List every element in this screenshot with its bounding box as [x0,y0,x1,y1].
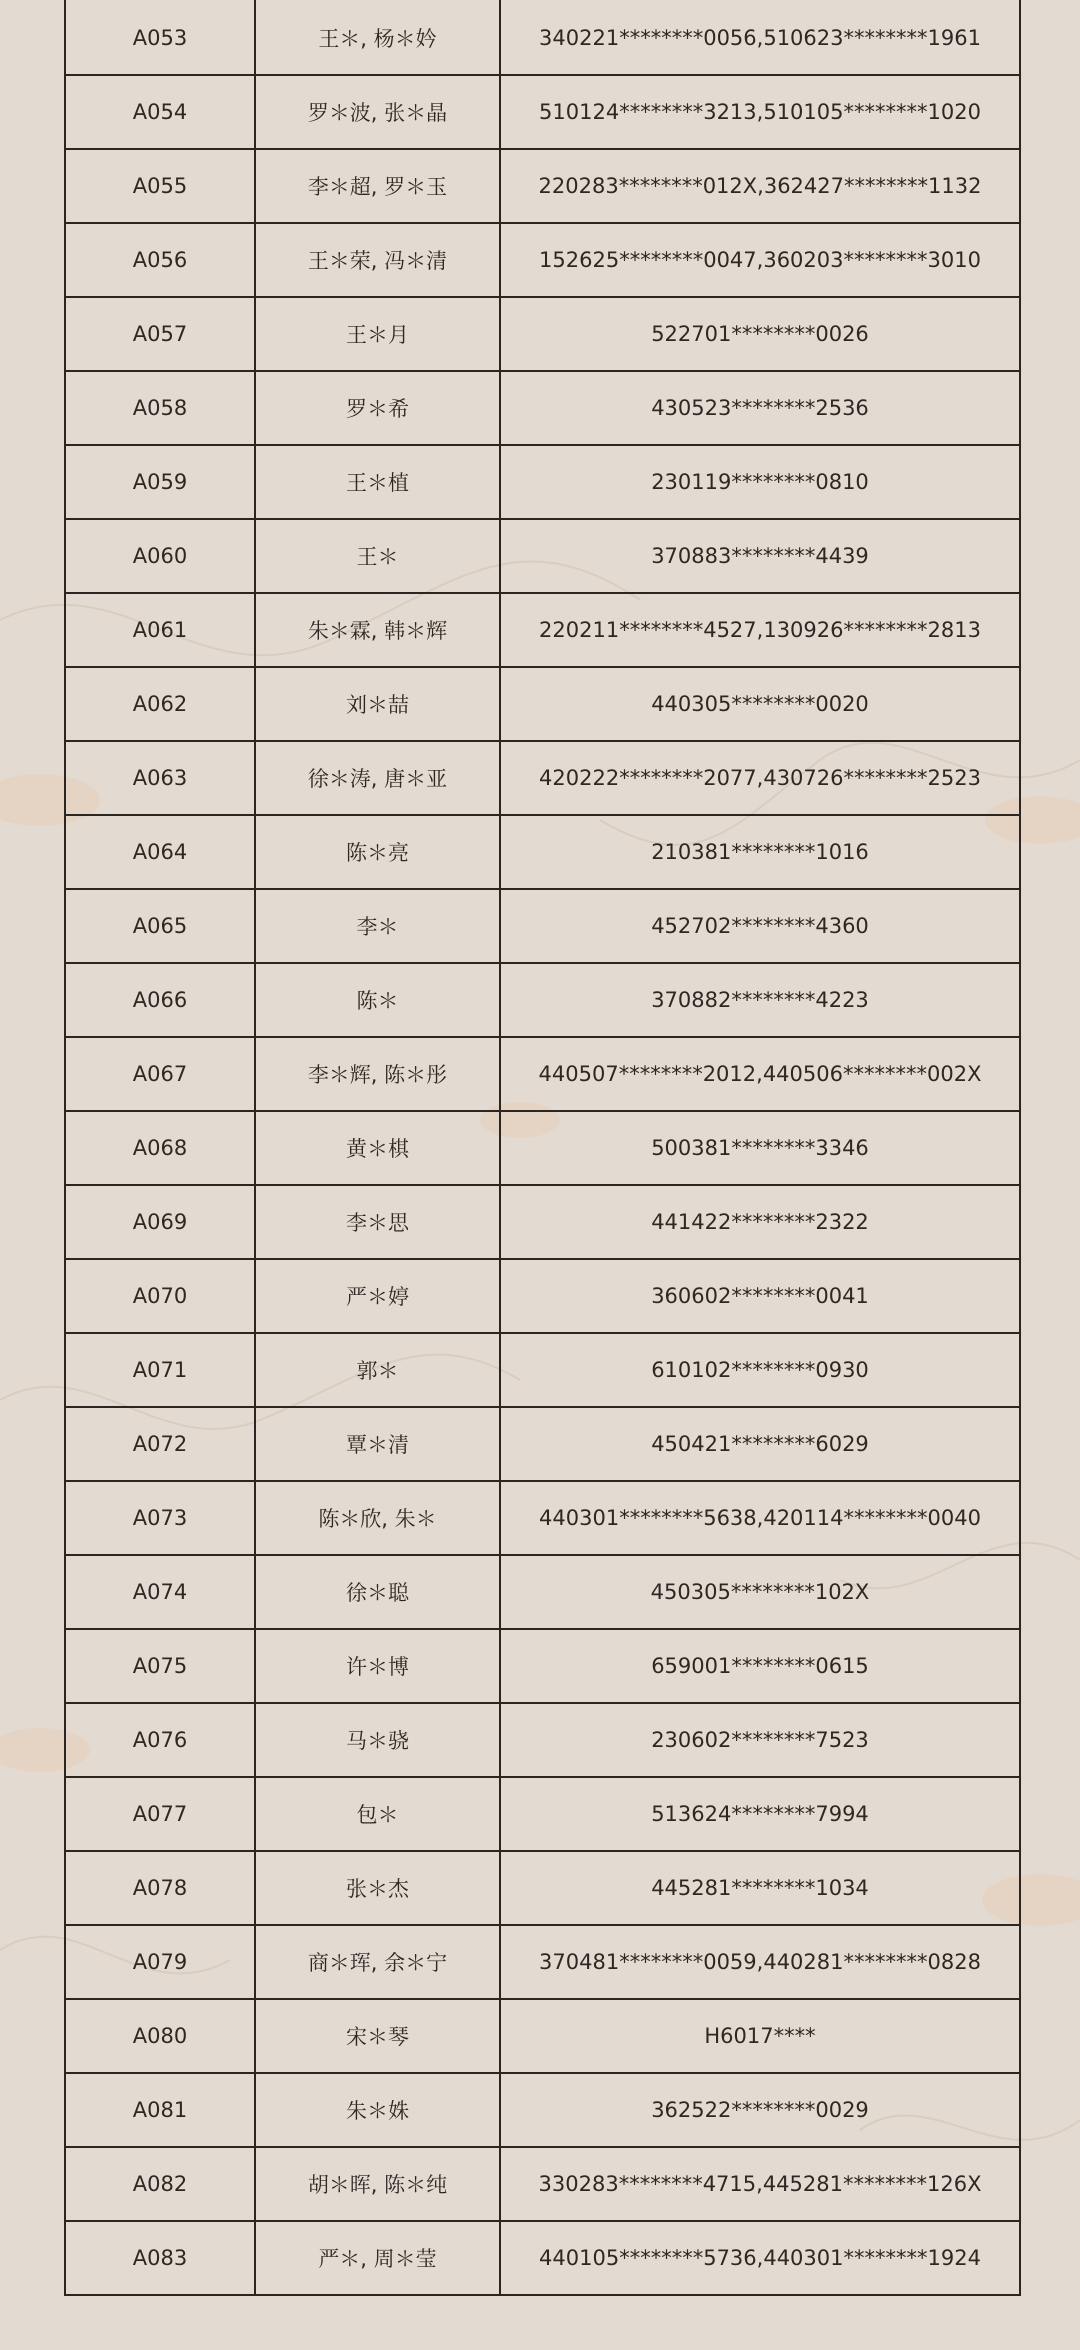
row-number-cell: A076 [65,1703,255,1777]
row-name-cell: 王＊月 [255,297,500,371]
row-id-cell: 440301********5638,420114********0040 [500,1481,1020,1555]
row-name-cell: 朱＊姝 [255,2073,500,2147]
table-row [65,1999,1020,2073]
row-number-cell: A074 [65,1555,255,1629]
row-id-cell: H6017**** [500,1999,1020,2073]
row-number-cell: A069 [65,1185,255,1259]
row-number-cell: A068 [65,1111,255,1185]
row-name-cell: 黄＊棋 [255,1111,500,1185]
row-number-cell: A059 [65,445,255,519]
row-id-cell: 610102********0930 [500,1333,1020,1407]
row-id-cell: 330283********4715,445281********126X [500,2147,1020,2221]
table-row [65,593,1020,667]
row-number-cell: A073 [65,1481,255,1555]
records-table-body [65,1,1020,2295]
table-row [65,1629,1020,1703]
table-row [65,1925,1020,1999]
row-id-cell: 440507********2012,440506********002X [500,1037,1020,1111]
row-name-cell: 商＊珲, 余＊宁 [255,1925,500,1999]
row-name-cell: 张＊杰 [255,1851,500,1925]
row-name-cell: 许＊博 [255,1629,500,1703]
table-row [65,149,1020,223]
row-id-cell: 210381********1016 [500,815,1020,889]
row-number-cell: A082 [65,2147,255,2221]
row-id-cell: 450305********102X [500,1555,1020,1629]
table-row [65,371,1020,445]
row-id-cell: 230602********7523 [500,1703,1020,1777]
table-row [65,1111,1020,1185]
row-number-cell: A075 [65,1629,255,1703]
row-number-cell: A066 [65,963,255,1037]
row-number-cell: A062 [65,667,255,741]
row-name-cell: 王＊植 [255,445,500,519]
row-number-cell: A067 [65,1037,255,1111]
table-row [65,2221,1020,2295]
table-row [65,1703,1020,1777]
row-id-cell: 360602********0041 [500,1259,1020,1333]
table-row [65,741,1020,815]
row-number-cell: A054 [65,75,255,149]
row-name-cell: 严＊婷 [255,1259,500,1333]
table-row [65,1481,1020,1555]
table-row [65,2073,1020,2147]
row-name-cell: 陈＊亮 [255,815,500,889]
row-id-cell: 440305********0020 [500,667,1020,741]
table-row [65,1037,1020,1111]
row-number-cell: A055 [65,149,255,223]
table-row [65,889,1020,963]
row-id-cell: 370481********0059,440281********0828 [500,1925,1020,1999]
row-number-cell: A080 [65,1999,255,2073]
row-name-cell: 王＊, 杨＊妗 [255,1,500,75]
row-name-cell: 李＊辉, 陈＊彤 [255,1037,500,1111]
row-name-cell: 陈＊欣, 朱＊ [255,1481,500,1555]
table-row [65,963,1020,1037]
records-table-container [64,0,1017,2296]
row-number-cell: A081 [65,2073,255,2147]
row-name-cell: 宋＊琴 [255,1999,500,2073]
row-name-cell: 覃＊清 [255,1407,500,1481]
row-number-cell: A064 [65,815,255,889]
row-number-cell: A053 [65,1,255,75]
row-id-cell: 370882********4223 [500,963,1020,1037]
table-row [65,815,1020,889]
row-id-cell: 362522********0029 [500,2073,1020,2147]
row-id-cell: 220283********012X,362427********1132 [500,149,1020,223]
table-row [65,1333,1020,1407]
row-name-cell: 郭＊ [255,1333,500,1407]
row-name-cell: 马＊骁 [255,1703,500,1777]
row-id-cell: 230119********0810 [500,445,1020,519]
row-id-cell: 500381********3346 [500,1111,1020,1185]
row-number-cell: A060 [65,519,255,593]
table-row [65,1555,1020,1629]
row-number-cell: A056 [65,223,255,297]
row-id-cell: 420222********2077,430726********2523 [500,741,1020,815]
row-name-cell: 罗＊希 [255,371,500,445]
row-id-cell: 510124********3213,510105********1020 [500,75,1020,149]
table-row [65,667,1020,741]
table-row [65,2147,1020,2221]
row-name-cell: 王＊荣, 冯＊清 [255,223,500,297]
row-number-cell: A070 [65,1259,255,1333]
table-row [65,1259,1020,1333]
row-id-cell: 220211********4527,130926********2813 [500,593,1020,667]
table-row [65,1185,1020,1259]
row-name-cell: 李＊ [255,889,500,963]
row-name-cell: 陈＊ [255,963,500,1037]
table-row [65,1851,1020,1925]
row-name-cell: 王＊ [255,519,500,593]
row-id-cell: 340221********0056,510623********1961 [500,1,1020,75]
row-number-cell: A063 [65,741,255,815]
table-row [65,445,1020,519]
row-name-cell: 刘＊喆 [255,667,500,741]
row-name-cell: 朱＊霖, 韩＊辉 [255,593,500,667]
table-row [65,519,1020,593]
row-name-cell: 包＊ [255,1777,500,1851]
table-row [65,1777,1020,1851]
row-id-cell: 152625********0047,360203********3010 [500,223,1020,297]
table-row [65,297,1020,371]
row-number-cell: A072 [65,1407,255,1481]
row-number-cell: A061 [65,593,255,667]
row-id-cell: 452702********4360 [500,889,1020,963]
row-number-cell: A065 [65,889,255,963]
table-row [65,75,1020,149]
table-row [65,1407,1020,1481]
records-table [64,0,1021,2296]
table-row [65,223,1020,297]
row-number-cell: A077 [65,1777,255,1851]
row-name-cell: 严＊, 周＊莹 [255,2221,500,2295]
row-number-cell: A058 [65,371,255,445]
row-number-cell: A083 [65,2221,255,2295]
row-name-cell: 徐＊聪 [255,1555,500,1629]
row-number-cell: A078 [65,1851,255,1925]
row-name-cell: 李＊思 [255,1185,500,1259]
row-name-cell: 罗＊波, 张＊晶 [255,75,500,149]
row-id-cell: 513624********7994 [500,1777,1020,1851]
row-id-cell: 441422********2322 [500,1185,1020,1259]
row-id-cell: 659001********0615 [500,1629,1020,1703]
row-name-cell: 李＊超, 罗＊玉 [255,149,500,223]
row-id-cell: 522701********0026 [500,297,1020,371]
row-number-cell: A057 [65,297,255,371]
row-number-cell: A071 [65,1333,255,1407]
row-id-cell: 440105********5736,440301********1924 [500,2221,1020,2295]
row-name-cell: 胡＊晖, 陈＊纯 [255,2147,500,2221]
row-id-cell: 430523********2536 [500,371,1020,445]
table-row [65,1,1020,75]
row-name-cell: 徐＊涛, 唐＊亚 [255,741,500,815]
row-id-cell: 450421********6029 [500,1407,1020,1481]
row-number-cell: A079 [65,1925,255,1999]
row-id-cell: 370883********4439 [500,519,1020,593]
row-id-cell: 445281********1034 [500,1851,1020,1925]
